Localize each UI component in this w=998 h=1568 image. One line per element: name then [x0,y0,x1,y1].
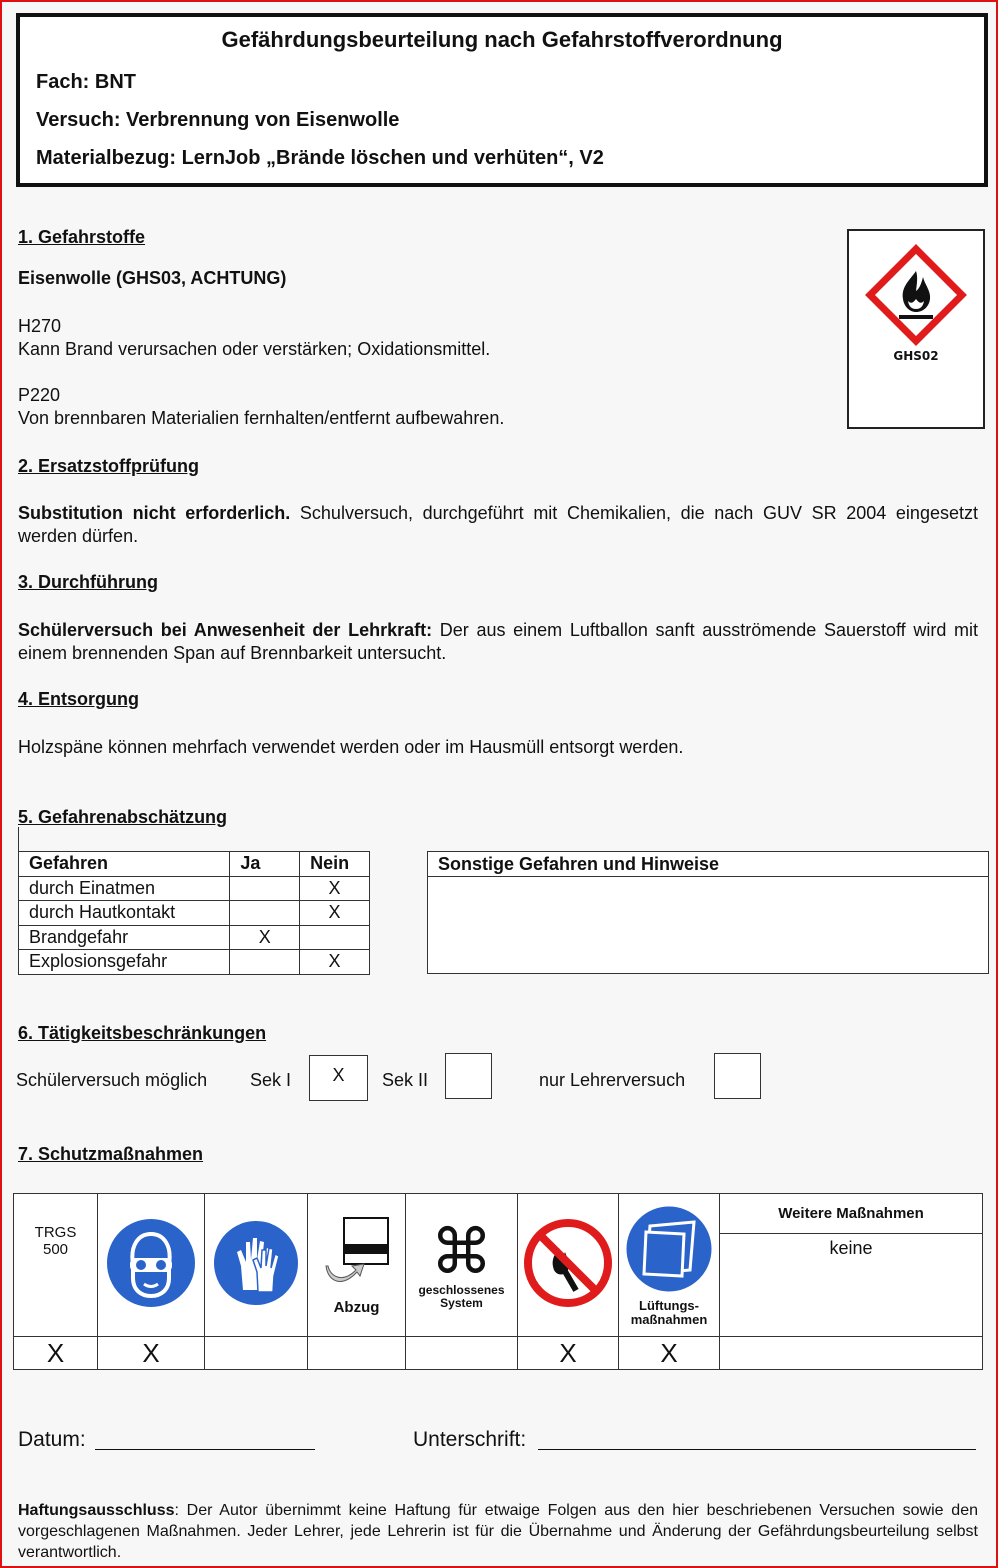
hazard-label: durch Hautkontakt [19,901,230,926]
disclaimer-bold: Haftungsausschluss [18,1502,175,1519]
mark-goggles[interactable]: X [98,1337,205,1370]
fume-hood-cell [308,1194,406,1337]
section-6-heading: 6. Tätigkeitsbeschränkungen [18,1023,267,1043]
table-row [19,901,370,926]
mark-further[interactable] [720,1337,983,1370]
section-3-text [18,619,978,665]
section-1-heading: 1. Gefahrstoffe [18,227,146,247]
mark-trgs[interactable]: X [14,1337,98,1370]
section-5-heading: 5. Gefahrenabschätzung [18,807,228,827]
sek2-checkbox[interactable] [445,1053,492,1099]
mark-ventilation[interactable]: X [619,1337,720,1370]
gloves-cell [205,1194,308,1337]
ghs-pictogram-box [847,229,985,429]
trgs-label: TRGS [34,1224,77,1241]
hazard-label: Explosionsgefahr [19,950,230,975]
further-measures-value: keine [829,1238,873,1258]
section-2-text [18,502,978,548]
col-ja: Ja [230,852,300,877]
disclaimer [18,1500,978,1563]
sek2-label: Sek II [382,1070,429,1090]
table-row [19,876,370,901]
section-4-text: Holzspäne können mehrfach verwendet werden oder im Hausmüll entsorgt werden. [18,737,684,757]
closed-system-cell [406,1194,518,1337]
teacher-only-checkbox[interactable] [714,1053,761,1099]
student-experiment-label: Schülerversuch möglich [16,1070,208,1090]
hazard-nein: X [300,901,370,926]
hazard-table [18,851,370,975]
protective-measures-table [13,1193,983,1370]
ventilation-label-2: maßnahmen [630,1311,708,1327]
document-header [16,13,988,187]
section-4-heading: 4. Entsorgung [18,689,139,709]
closed-system-label-2: System [440,1296,483,1310]
date-line[interactable] [95,1428,315,1450]
material-line: Materialbezug: LernJob „Brände löschen und verhüten“, V2 [36,147,604,169]
section-3-body: Der aus einem Luftballon sanft ausströmende Sauerstoff wird mit einem brennenden Span auf Brennbarkeit untersucht. [18,620,978,663]
teacher-only-label: nur Lehrerversuch [539,1070,686,1090]
no-open-flame-icon [523,1218,613,1308]
h-statement-code: H270 [18,316,62,336]
section-7-heading: 7. Schutzmaßnahmen [18,1144,204,1164]
no-flame-cell [518,1194,619,1337]
date-label: Datum: [18,1428,86,1451]
goggles-cell [98,1194,205,1337]
hazard-nein [300,925,370,950]
p-statement-code: P220 [18,385,61,405]
hazard-ja: X [230,925,300,950]
disclaimer-text: : Der Autor übernimmt keine Haftung für etwaige Folgen aus den hier beschriebenen Versuchen sowie den vorgeschlagenen Maßnahmen. Jeder Lehrer, jede Lehrerin ist für die Übernahme und Änderung der Gefährdungsbeurteilung selbst verantwortlich. [18,1502,978,1561]
signature-label: Unterschrift: [413,1428,527,1451]
section-2-bold: Substitution nicht erforderlich. [18,503,291,523]
col-nein: Nein [300,852,370,877]
divider [18,827,19,851]
hazard-ja [230,901,300,926]
trgs-cell [14,1194,98,1337]
h-statement-text: Kann Brand verursachen oder verstärken; Oxidationsmittel. [18,339,491,359]
mark-gloves[interactable] [205,1337,308,1370]
fume-hood-icon [322,1214,392,1294]
p-statement-text: Von brennbaren Materialien fernhalten/entfernt aufbewahren. [18,408,505,428]
mark-no-flame[interactable]: X [518,1337,619,1370]
section-2-heading: 2. Ersatzstoffprüfung [18,456,200,476]
substance-name: Eisenwolle (GHS03, ACHTUNG) [18,268,287,288]
hazard-label: Brandgefahr [19,925,230,950]
closed-system-icon: ⌘ [430,1215,493,1288]
sek1-checkbox[interactable]: X [309,1055,368,1101]
ventilation-icon [624,1204,714,1294]
ghs-label: GHS02 [893,349,939,363]
gloves-icon [213,1220,299,1306]
experiment-line: Versuch: Verbrennung von Eisenwolle [36,109,400,131]
ventilation-cell [619,1194,720,1337]
section-3-heading: 3. Durchführung [18,572,158,592]
section-2-body: Schulversuch, durchgeführt mit Chemikalien, die nach GUV SR 2004 eingesetzt werden dürfen. [18,503,978,546]
section-3-bold: Schülerversuch bei Anwesenheit der Lehrkraft: [18,620,433,640]
col-gefahren: Gefahren [19,852,230,877]
hazard-nein: X [300,876,370,901]
trgs-number: 500 [42,1241,69,1258]
further-measures-heading: Weitere Maßnahmen [720,1194,982,1234]
table-row [19,925,370,950]
signature-line[interactable] [538,1428,976,1450]
flame-diamond-icon [849,231,983,427]
other-hazards-heading: Sonstige Gefahren und Hinweise [428,852,988,877]
subject-line: Fach: BNT [36,71,136,93]
mark-fume-hood[interactable] [308,1337,406,1370]
ventilation-label-1: Lüftungs- [639,1297,699,1313]
hazard-ja [230,876,300,901]
sek1-label: Sek I [250,1070,292,1090]
closed-system-label-1: geschlossenes [418,1283,505,1297]
goggles-icon [106,1218,196,1308]
hazard-nein: X [300,950,370,975]
further-measures-cell [720,1194,983,1337]
document-title: Gefährdungsbeurteilung nach Gefahrstoffverordnung [221,27,783,52]
hazard-ja [230,950,300,975]
mark-closed-system[interactable] [406,1337,518,1370]
hazard-label: durch Einatmen [19,876,230,901]
fume-hood-label: Abzug [333,1299,380,1316]
table-row [19,950,370,975]
other-hazards-box [427,851,989,974]
